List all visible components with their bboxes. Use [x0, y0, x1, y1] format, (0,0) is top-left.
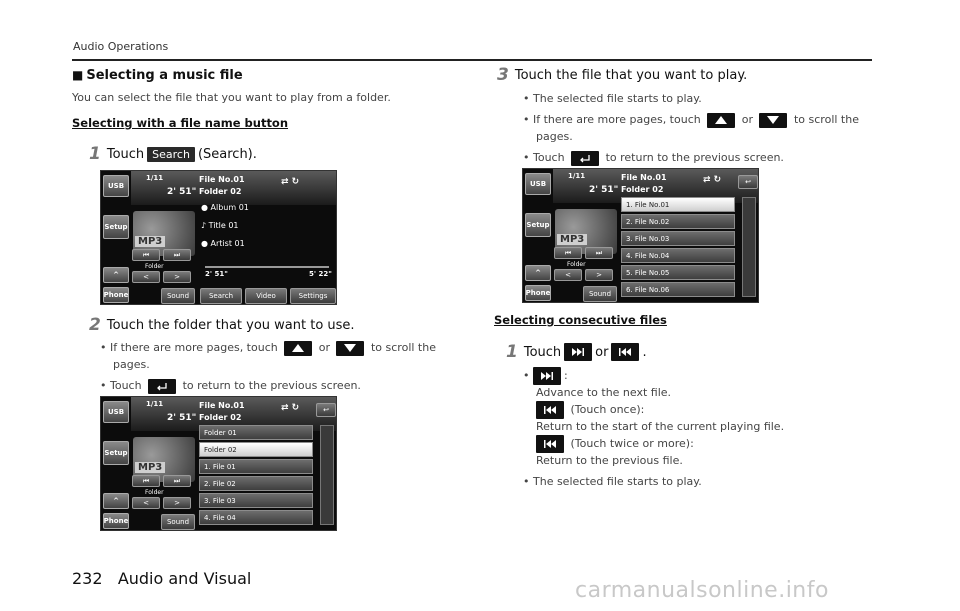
list-item[interactable]: 6. File No.06 — [621, 282, 735, 297]
up-triangle-icon — [707, 113, 735, 128]
running-header: Audio Operations — [73, 40, 169, 53]
folder-label: Folder — [145, 263, 164, 270]
subheading-consecutive: Selecting consecutive files — [494, 313, 667, 327]
next-track-button[interactable]: ⏭ — [163, 475, 191, 487]
folder-prev-button[interactable]: < — [554, 269, 582, 281]
down-triangle-icon — [336, 341, 364, 356]
mp3-badge: MP3 — [135, 236, 165, 247]
list-item[interactable]: 3. File 03 — [199, 493, 313, 508]
step-text: Touch the folder that you want to use. — [106, 317, 355, 333]
section-heading-text: Selecting a music file — [86, 68, 243, 83]
prev-twice-label — [536, 435, 694, 453]
setup-button[interactable]: Setup — [525, 213, 551, 237]
bullet-text: to scroll the — [370, 341, 436, 354]
next-track-icon — [564, 343, 592, 361]
watermark: carmanualsonline.info — [575, 578, 829, 603]
file-name: File No.01 — [199, 175, 245, 184]
usb-button[interactable]: USB — [103, 401, 129, 423]
list-item[interactable]: 2. File No.02 — [621, 214, 735, 229]
bullet-text: The selected file starts to play. — [533, 475, 702, 488]
bullet-scroll: • If there are more pages, touch or to scroll the — [523, 113, 859, 126]
prev-track-icon — [536, 401, 564, 419]
album-icon: ● — [201, 203, 211, 212]
prev-once-label — [536, 401, 644, 419]
list-item[interactable]: 2. File 02 — [199, 476, 313, 491]
phone-button[interactable]: Phone — [103, 287, 129, 303]
step-3-file — [497, 65, 747, 85]
usb-button[interactable]: USB — [525, 173, 551, 195]
shuffle-icon: ⇄ ↻ — [703, 175, 722, 185]
folder-next-button[interactable]: > — [163, 271, 191, 283]
sound-button[interactable]: Sound — [583, 286, 617, 302]
sound-button[interactable]: Sound — [161, 288, 195, 304]
bullet-text: Touch — [533, 151, 565, 164]
mp3-badge: MP3 — [135, 462, 165, 473]
phone-button[interactable]: Phone — [525, 285, 551, 301]
step-1-skip — [506, 342, 647, 362]
search-button-chip: Search — [147, 147, 195, 162]
bullet-text: If there are more pages, touch — [110, 341, 278, 354]
list-item[interactable]: 1. File 01 — [199, 459, 313, 474]
prev-track-button[interactable]: ⏮ — [132, 475, 160, 487]
file-list-screen — [522, 168, 759, 303]
scrollbar[interactable] — [320, 425, 334, 525]
step-number: 3 — [497, 65, 509, 85]
setup-button[interactable]: Setup — [103, 215, 129, 239]
list-item[interactable]: Folder 01 — [199, 425, 313, 440]
prev-track-icon — [611, 343, 639, 361]
down-triangle-icon — [759, 113, 787, 128]
list-item[interactable]: 3. File No.03 — [621, 231, 735, 246]
prev-track-button[interactable]: ⏮ — [554, 247, 582, 259]
video-button[interactable]: Video — [245, 288, 287, 304]
note-icon: ♪ — [201, 221, 209, 230]
up-triangle-icon — [284, 341, 312, 356]
prev-track-icon — [536, 435, 564, 453]
player-screen — [100, 170, 337, 305]
step-text: or — [595, 344, 609, 360]
bullet-continuation: pages. — [113, 358, 150, 371]
play-time: 2' 51" — [167, 413, 197, 423]
list-item[interactable]: 4. File 04 — [199, 510, 313, 525]
file-name: File No.01 — [199, 401, 245, 410]
step-text: Touch the file that you want to play. — [514, 67, 748, 83]
setup-button[interactable]: Setup — [103, 441, 129, 465]
intro-text: You can select the file that you want to play from a folder. — [72, 91, 391, 104]
track-count: 1/11 — [568, 172, 586, 180]
bullet-text: (Touch twice or more): — [570, 437, 694, 450]
artist-text: Artist 01 — [210, 239, 245, 248]
return-arrow-icon — [571, 151, 599, 166]
heading-marker: ■ — [72, 68, 84, 82]
bullet-text: or — [741, 113, 753, 126]
bullet-text: (Touch once): — [570, 403, 645, 416]
list-item-selected[interactable]: 1. File No.01 — [621, 197, 735, 212]
folder-next-button[interactable]: > — [585, 269, 613, 281]
elapsed-time: 2' 51" — [205, 270, 228, 278]
folder-name: Folder 02 — [621, 185, 664, 194]
step-number: 1 — [89, 144, 101, 164]
footer-section: Audio and Visual — [117, 569, 252, 588]
bullet-text: to scroll the — [793, 113, 859, 126]
bullet-text: to return to the previous screen. — [182, 379, 361, 392]
back-button[interactable]: ↩ — [316, 403, 336, 417]
page-number: 232 — [72, 569, 103, 588]
file-name: File No.01 — [621, 173, 667, 182]
step-number: 2 — [89, 315, 101, 335]
next-track-icon — [533, 367, 561, 385]
back-button[interactable]: ↩ — [738, 175, 758, 189]
total-time: 5' 22" — [309, 270, 332, 278]
step-text: . — [642, 344, 647, 360]
folder-next-button[interactable]: > — [163, 497, 191, 509]
title-text: Title 01 — [208, 221, 239, 230]
step-text: Touch — [106, 146, 145, 162]
header-rule — [72, 59, 872, 61]
bullet-next: • : — [523, 367, 568, 385]
usb-button[interactable]: USB — [103, 175, 129, 197]
prev-track-button[interactable]: ⏮ — [132, 249, 160, 261]
up-arrow-button[interactable]: ^ — [525, 265, 551, 281]
shuffle-icon: ⇄ ↻ — [281, 403, 300, 413]
next-description: Advance to the next file. — [536, 386, 672, 399]
bullet-text: Touch — [110, 379, 142, 392]
folder-prev-button[interactable]: < — [132, 271, 160, 283]
up-arrow-button[interactable]: ^ — [103, 267, 129, 283]
bullet-text: The selected file starts to play. — [533, 92, 702, 105]
settings-button[interactable]: Settings — [290, 288, 336, 304]
album-label — [201, 203, 249, 212]
page-footer — [72, 569, 251, 588]
section-heading — [72, 68, 243, 83]
artist-label — [201, 239, 245, 248]
folder-name: Folder 02 — [199, 413, 242, 422]
progress-bar[interactable] — [205, 266, 329, 268]
folder-list-screen — [100, 396, 337, 531]
phone-button[interactable]: Phone — [103, 513, 129, 529]
bullet-starts-2: • The selected file starts to play. — [523, 475, 702, 488]
track-count: 1/11 — [146, 400, 164, 408]
bullet-return: • Touch to return to the previous screen. — [523, 151, 784, 164]
up-arrow-button[interactable]: ^ — [103, 493, 129, 509]
bullet-text: to return to the previous screen. — [605, 151, 784, 164]
folder-label: Folder — [567, 261, 586, 268]
track-count: 1/11 — [146, 174, 164, 182]
bullet-text: or — [318, 341, 330, 354]
folder-label: Folder — [145, 489, 164, 496]
list-item-selected[interactable]: Folder 02 — [199, 442, 313, 457]
play-time: 2' 51" — [589, 185, 619, 195]
step-1-search — [89, 144, 257, 164]
folder-prev-button[interactable]: < — [132, 497, 160, 509]
sound-button[interactable]: Sound — [161, 514, 195, 530]
prev-twice-description: Return to the previous file. — [536, 454, 683, 467]
bullet-starts: • The selected file starts to play. — [523, 92, 702, 105]
mp3-badge: MP3 — [557, 234, 587, 245]
next-track-button[interactable]: ⏭ — [585, 247, 613, 259]
step-text: (Search). — [197, 146, 257, 162]
step-2-folder — [89, 315, 355, 335]
step-number: 1 — [506, 342, 518, 362]
subheading-file-name: Selecting with a file name button — [72, 116, 289, 130]
bullet-return: • Touch to return to the previous screen. — [100, 379, 361, 392]
search-button[interactable]: Search — [200, 288, 242, 304]
bullet-scroll: • If there are more pages, touch or to scroll the — [100, 341, 436, 354]
return-arrow-icon — [148, 379, 176, 394]
person-icon: ● — [201, 239, 211, 248]
prev-once-description: Return to the start of the current playing file. — [536, 420, 785, 433]
bullet-continuation: pages. — [536, 130, 573, 143]
play-time: 2' 51" — [167, 187, 197, 197]
scrollbar[interactable] — [742, 197, 756, 297]
bullet-text: If there are more pages, touch — [533, 113, 701, 126]
shuffle-icon: ⇄ ↻ — [281, 177, 300, 187]
step-text: Touch — [523, 344, 562, 360]
folder-name: Folder 02 — [199, 187, 242, 196]
next-track-button[interactable]: ⏭ — [163, 249, 191, 261]
album-text: Album 01 — [210, 203, 249, 212]
list-item[interactable]: 5. File No.05 — [621, 265, 735, 280]
title-label — [201, 221, 239, 230]
list-item[interactable]: 4. File No.04 — [621, 248, 735, 263]
